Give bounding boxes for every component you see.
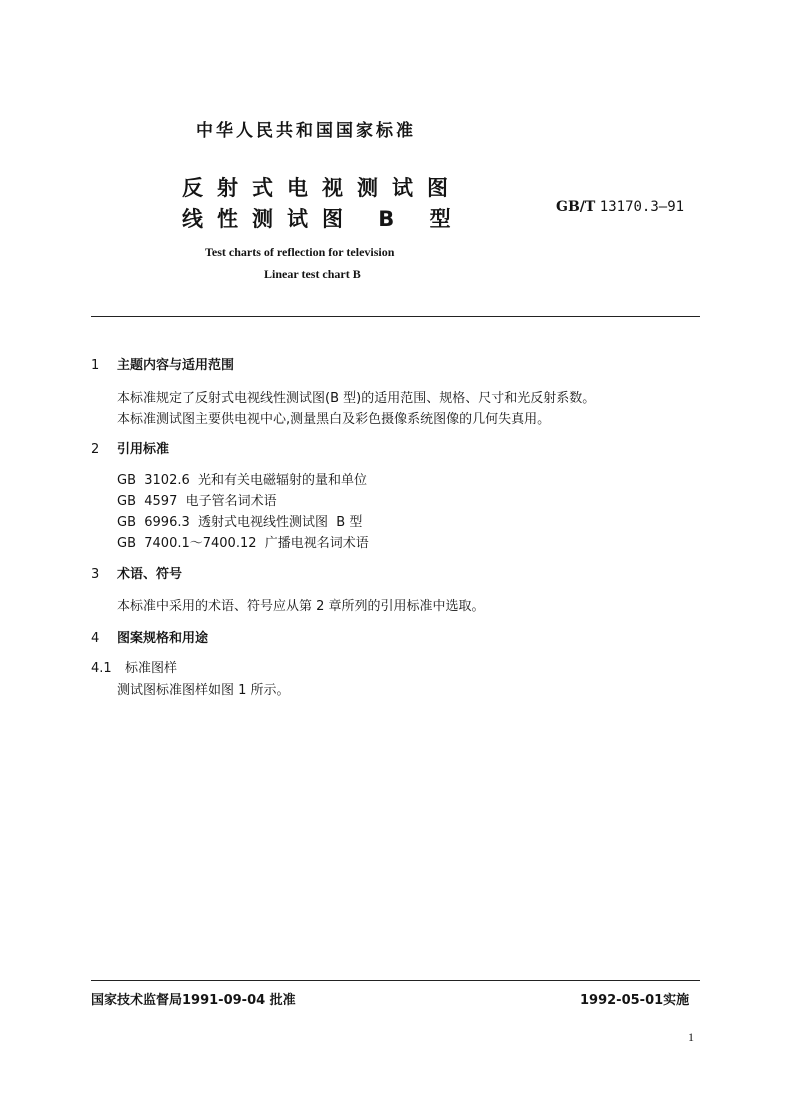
section-title: 图案规格和用途 — [117, 631, 209, 646]
reference-code: GB 6996.3 — [117, 515, 190, 530]
document-title-line2: 线性测试图 B 型 — [182, 207, 465, 231]
reference-code: GB 7400.1～7400.12 — [117, 536, 257, 551]
reference-name: 光和有关电磁辐射的量和单位 — [198, 473, 368, 488]
english-title-line1: Test charts of reflection for television — [205, 245, 395, 259]
reference-name: 广播电视名词术语 — [264, 536, 369, 551]
section-title: 主题内容与适用范围 — [117, 358, 235, 373]
standard-prefix: GB/T — [556, 199, 596, 215]
paragraph: 本标准中采用的术语、符号应从第 2 章所列的引用标准中选取。 — [117, 599, 485, 614]
footer-divider — [91, 980, 700, 981]
reference-item — [117, 511, 362, 530]
header-divider — [91, 316, 700, 317]
page-number: 1 — [688, 1030, 694, 1044]
subsection-heading — [91, 657, 177, 676]
standard-code: 13170.3—91 — [599, 199, 685, 215]
effective-date: 1992-05-01实施 — [580, 993, 690, 1008]
reference-code: GB 4597 — [117, 494, 178, 509]
section-number: 3 — [91, 567, 100, 582]
section-2-heading — [91, 438, 169, 457]
reference-name: 透射式电视线性测试图 B 型 — [198, 515, 363, 530]
subsection-title: 标准图样 — [125, 661, 178, 676]
document-title-line1: 反射式电视测试图 — [182, 176, 462, 200]
reference-item — [117, 469, 367, 488]
section-1-heading — [91, 354, 234, 373]
english-title-line2: Linear test chart B — [264, 267, 361, 281]
approval-date: 国家技术监督局1991-09-04 批准 — [91, 993, 296, 1008]
paragraph: 测试图标准图样如图 1 所示。 — [117, 683, 290, 698]
paragraph: 本标准规定了反射式电视线性测试图(B 型)的适用范围、规格、尺寸和光反射系数。 — [117, 391, 596, 406]
section-title: 术语、符号 — [117, 567, 183, 582]
issuing-organization: 中华人民共和国国家标准 — [196, 121, 416, 141]
section-3-heading — [91, 563, 182, 582]
reference-item — [117, 490, 277, 509]
section-number: 2 — [91, 442, 100, 457]
reference-item — [117, 532, 369, 551]
subsection-number: 4.1 — [91, 661, 112, 676]
section-title: 引用标准 — [117, 442, 170, 457]
section-number: 1 — [91, 358, 100, 373]
section-number: 4 — [91, 631, 100, 646]
section-4-heading — [91, 627, 208, 646]
reference-name: 电子管名词术语 — [185, 494, 277, 509]
reference-code: GB 3102.6 — [117, 473, 190, 488]
paragraph: 本标准测试图主要供电视中心,测量黑白及彩色摄像系统图像的几何失真用。 — [117, 412, 551, 427]
standard-number — [556, 199, 684, 215]
